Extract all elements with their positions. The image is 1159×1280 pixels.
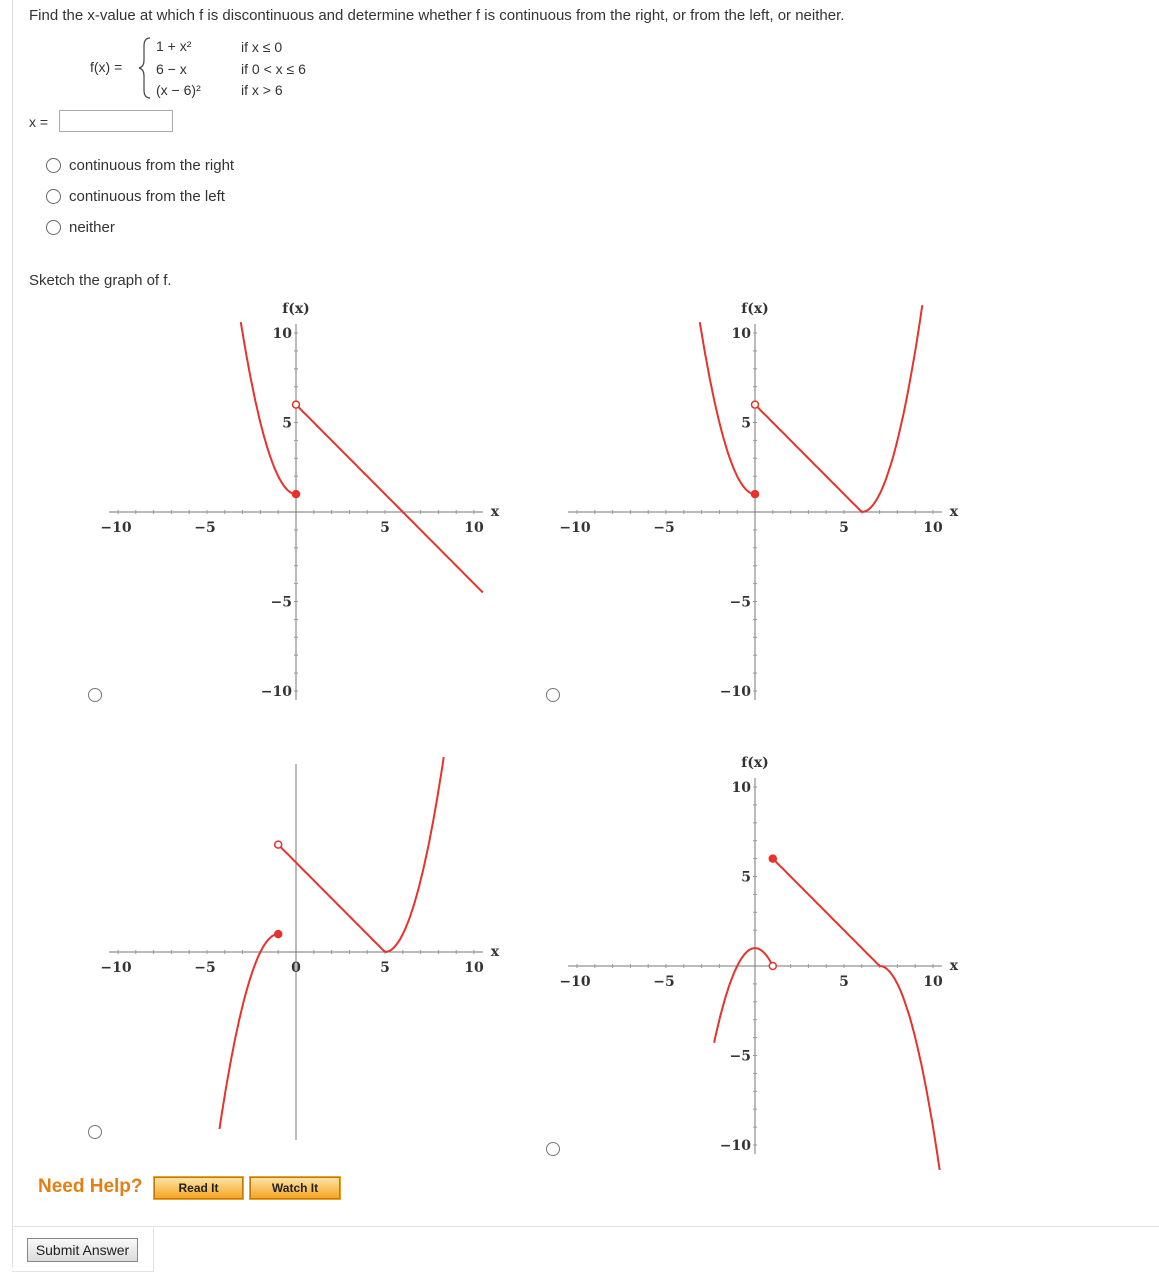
- x-tick-label: −10: [100, 960, 132, 976]
- curve-segment: [880, 966, 941, 1170]
- x-axis-label: x: [490, 944, 500, 960]
- y-tick-label: −5: [729, 1048, 751, 1065]
- x-axis-label: x: [490, 504, 500, 520]
- panel-divider: [12, 1226, 1159, 1227]
- y-tick-label: −10: [260, 684, 292, 700]
- piece-expression: (x − 6)²: [156, 82, 201, 98]
- y-axis-label: f(x): [741, 755, 769, 771]
- y-tick-label: 10: [731, 326, 751, 342]
- x-tick-label: 10: [464, 520, 484, 536]
- curve-segment: [773, 859, 880, 966]
- y-tick-label: 10: [272, 326, 292, 342]
- question-text: Find the x-value at which f is discontinuous and determine whether f is continuous from the right, or from the left, or neither.: [29, 7, 845, 24]
- x-tick-label: −5: [653, 974, 675, 990]
- x-tick-label: −10: [559, 520, 591, 536]
- need-help-label: Need Help?: [38, 1176, 143, 1197]
- curve-segment: [278, 845, 385, 952]
- x-tick-label: 5: [839, 520, 849, 536]
- curve-segment: [755, 405, 862, 512]
- x-tick-label: 5: [380, 960, 390, 976]
- answer-label: x =: [29, 114, 49, 130]
- graph-option-radio-3[interactable]: [88, 1125, 102, 1139]
- panel-divider: [153, 1226, 154, 1272]
- y-tick-label: 5: [741, 415, 751, 432]
- x-tick-label: −5: [194, 520, 216, 536]
- closed-endpoint: [752, 491, 759, 498]
- y-tick-label: −5: [270, 594, 292, 611]
- curve-segment: [241, 322, 296, 494]
- function-label: f(x) =: [90, 59, 123, 75]
- y-tick-label: 10: [731, 780, 751, 796]
- curve-segment: [862, 305, 923, 512]
- x-tick-label: 10: [464, 960, 484, 976]
- y-tick-label: 5: [741, 869, 751, 886]
- piece-condition: if x ≤ 0: [241, 39, 283, 55]
- open-endpoint: [293, 401, 300, 408]
- piece-condition: if x > 6: [241, 82, 283, 98]
- read-it-button[interactable]: Read It: [154, 1177, 243, 1199]
- x-tick-label: −5: [194, 960, 216, 976]
- x-tick-label: 5: [380, 520, 390, 536]
- panel-divider: [12, 1271, 153, 1272]
- submit-answer-button[interactable]: Submit Answer: [27, 1238, 138, 1262]
- x-tick-label: 0: [291, 960, 301, 976]
- y-tick-label: −10: [719, 1138, 751, 1154]
- x-tick-label: −5: [653, 520, 675, 536]
- y-tick-label: −10: [719, 684, 751, 700]
- curve-segment: [385, 757, 444, 952]
- sketch-prompt: Sketch the graph of f.: [29, 272, 172, 289]
- closed-endpoint: [275, 931, 282, 938]
- closed-endpoint: [769, 855, 776, 862]
- piece-expression: 6 − x: [156, 61, 187, 77]
- option-label: neither: [69, 219, 115, 236]
- option-label: continuous from the right: [69, 157, 235, 174]
- open-endpoint: [769, 963, 776, 970]
- x-tick-label: 5: [839, 974, 849, 990]
- piece-expression: 1 + x²: [156, 38, 192, 54]
- curve-segment: [714, 948, 773, 1043]
- x-axis-label: x: [949, 958, 959, 974]
- watch-it-button[interactable]: Watch It: [250, 1177, 340, 1199]
- y-axis-label: f(x): [282, 301, 310, 317]
- x-tick-label: 10: [923, 520, 943, 536]
- x-axis-label: x: [949, 504, 959, 520]
- curve-segment: [296, 405, 483, 593]
- option-label: continuous from the left: [69, 188, 225, 205]
- piece-condition: if 0 < x ≤ 6: [241, 61, 306, 77]
- graph-option-radio-2[interactable]: [546, 688, 560, 702]
- x-tick-label: 10: [923, 974, 943, 990]
- y-tick-label: −5: [729, 594, 751, 611]
- x-tick-label: −10: [100, 520, 132, 536]
- graph-option-radio-4[interactable]: [546, 1142, 560, 1156]
- open-endpoint: [275, 841, 282, 848]
- y-tick-label: 5: [282, 415, 292, 432]
- open-endpoint: [752, 401, 759, 408]
- curve-segment: [700, 322, 755, 494]
- x-tick-label: −10: [559, 974, 591, 990]
- graph-option-radio-1[interactable]: [88, 688, 102, 702]
- curve-segment: [220, 934, 279, 1129]
- y-axis-label: f(x): [741, 301, 769, 317]
- closed-endpoint: [293, 491, 300, 498]
